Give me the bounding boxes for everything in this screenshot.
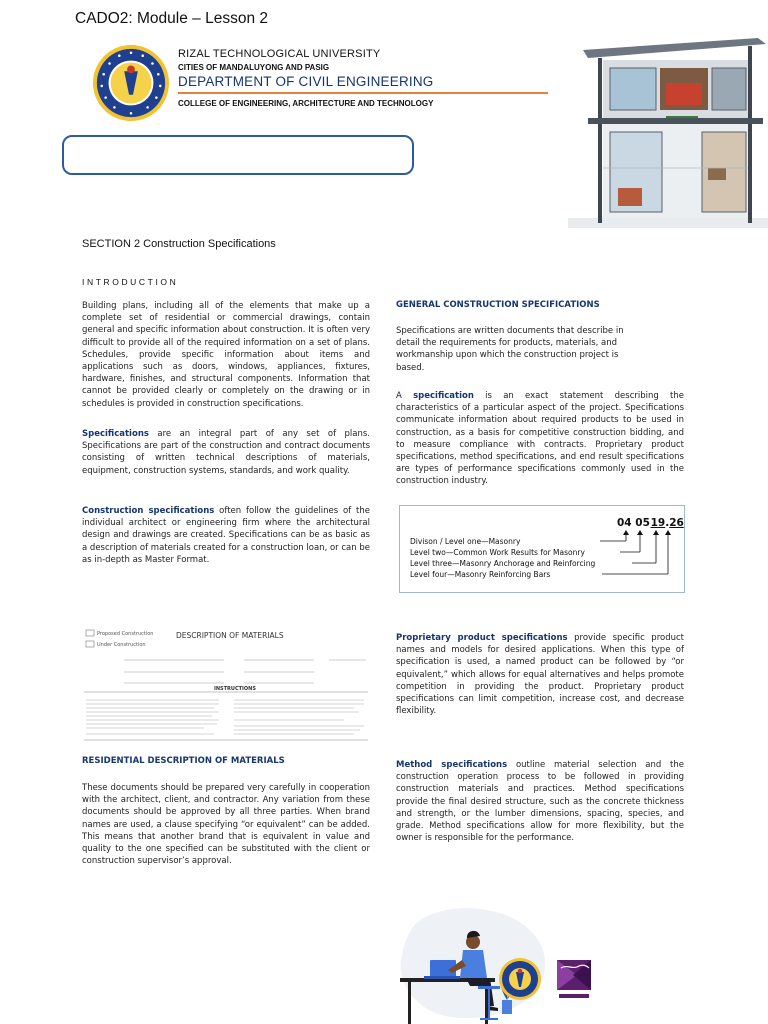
level-one-label: Divison / Level one—Masonry xyxy=(410,537,521,546)
proprietary-paragraph xyxy=(396,632,684,717)
proprietary-text: provide specific product names and models for desired applications. When this type of specification is used, a named product can be followed by “or equivalent,” which allows for equal alternatives and helps promote competition in providing the product. Proprietary product specifications can limit competition, increase cost, and decrease flexibility. xyxy=(396,633,684,717)
cities-line: CITIES OF MANDALUYONG AND PASIG xyxy=(178,63,330,72)
code-part-26: 26 xyxy=(669,517,684,529)
construction-specifications-paragraph xyxy=(82,505,370,566)
specification-term: specification xyxy=(413,391,474,401)
code-part-05: 05 xyxy=(635,517,650,529)
college-name: COLLEGE OF ENGINEERING, ARCHITECTURE AND TECHNOLOGY xyxy=(178,98,434,108)
module-title: CADO2: Module – Lesson 2 xyxy=(75,10,268,27)
seal-logo-small xyxy=(498,957,542,1001)
header-block xyxy=(178,48,558,108)
level-three-label: Level three—Masonry Anchorage and Reinforcing xyxy=(410,559,596,568)
introduction-label: INTRODUCTION xyxy=(82,277,179,287)
specifications-paragraph xyxy=(82,428,370,477)
code-part-04: 04 xyxy=(617,517,632,529)
masterformat-diagram xyxy=(399,505,685,593)
level-two-label: Level two—Common Work Results for Masonry xyxy=(410,548,585,557)
module-title-box xyxy=(62,135,414,175)
masterformat-code xyxy=(617,517,684,529)
specification-text: is an exact statement describing the characteristics of a particular aspect of the project. Specifications communicate information about required products to be used in construction, as a basis for competitive construction bidding, and to measure compliance with contracts. Proprietary product specifications, method specifications, and end result specifications are types of performance specifications commonly used in the construction industry. xyxy=(396,391,684,487)
method-text: outline material selection and the construction operation process to be followed in providing construction materials and practices. Method specifications provide the final desired structure, such as the concrete thickness and strength, or the lumber dimensions, spacing, species, and grade. Method specifications allow for more flexibility, but the owner is responsible for the performance. xyxy=(396,760,684,844)
code-dot: . xyxy=(665,517,670,529)
proprietary-term: Proprietary product specifications xyxy=(396,633,568,643)
form-checkbox-under-construction: Under Construction xyxy=(97,642,146,648)
method-term: Method specifications xyxy=(396,760,508,770)
form-title: DESCRIPTION OF MATERIALS xyxy=(176,631,284,640)
intro-paragraph: Building plans, including all of the elements that make up a complete set of residential or commercial drawings, contain general and specific information about construction. It is often very difficult to provide all of the required information on a set of plans. Schedules, provide specific information about items and applications such as doors, windows, appliances, fixtures, hardware, finishes, and structural components. Information that cannot be provided clearly or completely on the drawing or in schedules is provided in construction specifications. xyxy=(82,301,370,409)
college-emblem-logo xyxy=(553,956,595,1002)
general-construction-heading: GENERAL CONSTRUCTION SPECIFICATIONS xyxy=(396,300,600,310)
department-name: DEPARTMENT OF CIVIL ENGINEERING xyxy=(178,74,434,89)
description-of-materials-form xyxy=(84,628,368,743)
house-illustration xyxy=(548,28,768,240)
level-four-label: Level four—Masonry Reinforcing Bars xyxy=(410,570,551,579)
construction-specifications-text: often follow the guidelines of the individual architect or engineering firm where the architectural design and drawings are created. Specifications can be as basic as a description of materials created for a construction loan, or can be as in-depth as Master Format. xyxy=(82,506,370,565)
code-part-19: 19 xyxy=(650,517,666,529)
form-checkbox-proposed: Proposed Construction xyxy=(97,631,154,637)
specification-prefix: A xyxy=(396,391,414,401)
construction-specifications-term: Construction specifications xyxy=(82,506,215,516)
residential-paragraph: These documents should be prepared very carefully in cooperation with the architect, client, and contractor. Any variation from these documents should be approved by all three parties. When brand names are used, a clause specifying “or equivalent” can be added. This means that another brand that is equivalent in value and quality to the one specified can be substituted with the client or construction supervisor’s approval. xyxy=(82,783,370,867)
section-title: SECTION 2 Construction Specifications xyxy=(82,238,276,250)
method-paragraph xyxy=(396,759,684,844)
header-rule xyxy=(178,92,556,94)
specifications-term: Specifications xyxy=(82,429,149,439)
general-paragraph: Specifications are written documents that describe in detail the requirements for products, materials, and workmanship upon which the construction project is based. xyxy=(396,326,624,373)
university-seal-logo xyxy=(92,44,170,122)
specifications-text: are an integral part of any set of plans. Specifications are part of the construction and contract documents consisting of written technical descriptions of materials, equipment, construction systems, standards, and work quality. xyxy=(82,429,370,476)
residential-heading: RESIDENTIAL DESCRIPTION OF MATERIALS xyxy=(82,756,285,766)
university-name: RIZAL TECHNOLOGICAL UNIVERSITY xyxy=(178,48,381,60)
form-instructions: INSTRUCTIONS xyxy=(214,686,256,692)
specification-definition-paragraph xyxy=(396,390,684,488)
